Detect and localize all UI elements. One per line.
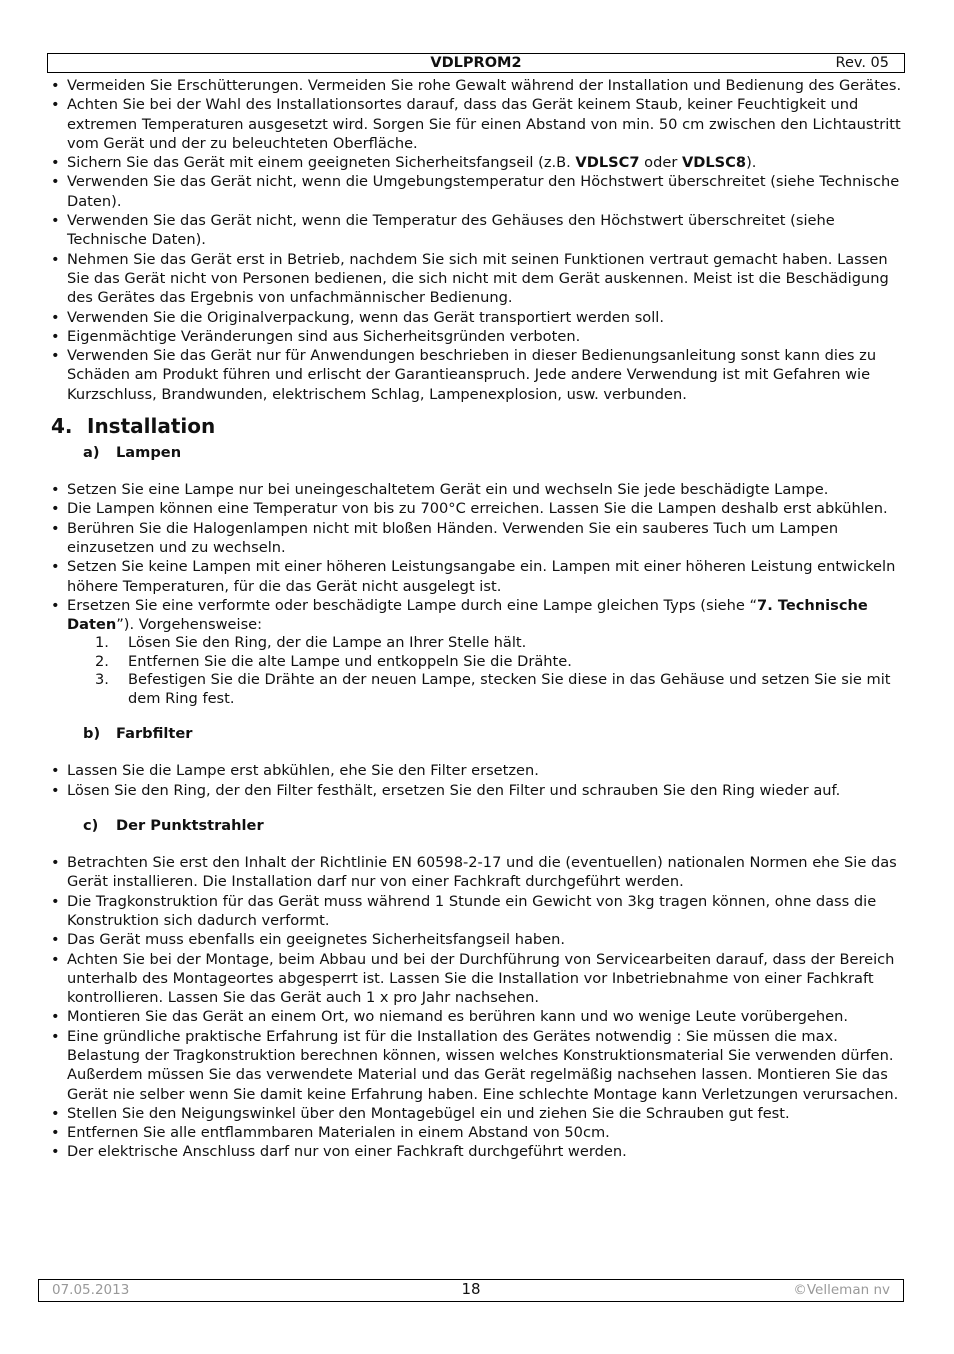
list-item: [47, 596, 907, 635]
subsection-label: c): [83, 817, 99, 835]
subsection-title: Lampen: [116, 444, 182, 462]
page-content: [47, 76, 907, 1162]
text: ).: [746, 154, 757, 172]
list-item: • Die Lampen können eine Temperatur von bis zu 700°C erreichen. Lassen Sie die Lampen deshalb erst abkühlen.: [47, 499, 907, 518]
reference: 7. Technische Daten: [67, 596, 868, 634]
list-item: • Verwenden Sie die Originalverpackung, wenn das Gerät transportiert werden soll.: [47, 308, 907, 327]
step-item: [47, 671, 907, 708]
safety-list: [47, 76, 907, 404]
product-code: VDLSC8: [681, 154, 747, 172]
text: oder: [639, 154, 682, 172]
page-footer: [38, 1279, 904, 1302]
model-name: VDLPROM2: [430, 55, 522, 71]
list-item: • Entfernen Sie alle entflammbaren Materialen in einem Abstand von 50cm.: [47, 1123, 907, 1142]
document-date: 07.05.2013: [52, 1282, 130, 1298]
subsection-label: a): [83, 444, 100, 462]
step-text: Befestigen Sie die Drähte an der neuen Lampe, stecken Sie diese in das Gehäuse und setzen Sie sie mit dem Ring fest.: [128, 671, 891, 707]
list-item: • Verwenden Sie das Gerät nicht, wenn die Temperatur des Gehäuses den Höchstwert überschreitet (siehe Technische Daten).: [47, 211, 907, 250]
farbfilter-list: [47, 761, 907, 800]
step-item: [47, 634, 907, 653]
list-item: • Eine gründliche praktische Erfahrung ist für die Installation des Gerätes notwendig : Sie müssen die max. Belastung der Tragkonstruktion berechnen können, wissen welches Konstruktionsmaterial Sie verwenden dürfen. Außerdem müssen Sie das verwendete Material und das Gerät regelmäßig nachsehen lassen. Montieren Sie das Gerät nie selber wenn Sie damit keine Erfahrung haben. Eine schlechte Montage kann Verletzungen verursachen.: [47, 1027, 907, 1104]
subsection-heading-lampen: [83, 443, 907, 462]
list-item: • Berühren Sie die Halogenlampen nicht mit bloßen Händen. Verwenden Sie ein sauberes Tuch um Lampen einzusetzen und zu wechseln.: [47, 519, 907, 558]
step-number: 2.: [95, 652, 109, 670]
list-item: • Eigenmächtige Veränderungen sind aus Sicherheitsgründen verboten.: [47, 327, 907, 346]
section-number: 4.: [51, 414, 73, 439]
text: ”). Vorgehensweise:: [116, 616, 263, 634]
step-number: 1.: [95, 634, 109, 652]
step-number: 3.: [95, 671, 109, 689]
section-heading: [51, 413, 907, 439]
list-item: • Setzen Sie keine Lampen mit einer höheren Leistungsangabe ein. Lampen mit einer höheren Leistung entwickeln höhere Temperaturen, für die das Gerät nicht ausgelegt ist.: [47, 557, 907, 596]
list-item: • Setzen Sie eine Lampe nur bei uneingeschaltetem Gerät ein und wechseln Sie jede beschädigte Lampe.: [47, 480, 907, 499]
list-item: • Montieren Sie das Gerät an einem Ort, wo niemand es berühren kann und wo wenige Leute vorübergehen.: [47, 1007, 907, 1026]
list-item: • Das Gerät muss ebenfalls ein geeignetes Sicherheitsfangseil haben.: [47, 930, 907, 949]
step-text: Lösen Sie den Ring, der die Lampe an Ihrer Stelle hält.: [128, 634, 527, 652]
revision: Rev. 05: [835, 55, 889, 71]
list-item: • Lösen Sie den Ring, der den Filter festhält, ersetzen Sie den Filter und schrauben Sie den Ring wieder auf.: [47, 781, 907, 800]
subsection-title: Der Punktstrahler: [116, 817, 264, 835]
list-item: [47, 153, 907, 172]
replacement-steps: [47, 634, 907, 708]
lampen-list: [47, 480, 907, 634]
text: Ersetzen Sie eine verformte oder beschädigte Lampe durch eine Lampe gleichen Typs (siehe “: [67, 596, 758, 614]
subsection-title: Farbfilter: [116, 725, 193, 743]
subsection-heading-punktstrahler: [83, 816, 907, 835]
subsection-label: b): [83, 725, 101, 743]
punktstrahler-list: [47, 853, 907, 1162]
page-header: [47, 53, 905, 73]
list-item: • Nehmen Sie das Gerät erst in Betrieb, nachdem Sie sich mit seinen Funktionen vertraut gemacht haben. Lassen Sie das Gerät nicht von Personen bedienen, die sich nicht mit dem Gerät auskennen. Meist ist die Beschädigung des Gerätes das Ergebnis von unfachmännischer Bedienung.: [47, 250, 907, 308]
list-item: • Lassen Sie die Lampe erst abkühlen, ehe Sie den Filter ersetzen.: [47, 761, 907, 780]
subsection-heading-farbfilter: [83, 724, 907, 743]
text: Sichern Sie das Gerät mit einem geeigneten Sicherheitsfangseil (z.B.: [67, 154, 576, 172]
list-item: • Vermeiden Sie Erschütterungen. Vermeiden Sie rohe Gewalt während der Installation und Bedienung des Gerätes.: [47, 76, 907, 95]
list-item: • Die Tragkonstruktion für das Gerät muss während 1 Stunde ein Gewicht von 3kg tragen können, ohne dass die Konstruktion sich dadurch verformt.: [47, 892, 907, 931]
list-item: • Achten Sie bei der Montage, beim Abbau und bei der Durchführung von Servicearbeiten darauf, dass der Bereich unterhalb des Montageortes abgesperrt ist. Lassen Sie die Installation vor Inbetriebnahme von einer Fachkraft kontrollieren. Lassen Sie das Gerät auch 1 x pro Jahr nachsehen.: [47, 950, 907, 1008]
list-item: • Verwenden Sie das Gerät nur für Anwendungen beschrieben in dieser Bedienungsanleitung sonst kann dies zu Schäden am Produkt führen und erlischt der Garantieanspruch. Jede andere Verwendung ist mit Gefahren wie Kurzschluss, Brandwunden, elektrischem Schlag, Lampenexplosion, usw. verbunden.: [47, 346, 907, 404]
list-item: • Betrachten Sie erst den Inhalt der Richtlinie EN 60598-2-17 und die (eventuellen) nationalen Normen ehe Sie das Gerät installieren. Die Installation darf nur von einer Fachkraft durchgeführt werden.: [47, 853, 907, 892]
step-text: Entfernen Sie die alte Lampe und entkoppeln Sie die Drähte.: [128, 652, 572, 670]
product-code: VDLSC7: [575, 154, 640, 172]
section-title: Installation: [87, 414, 216, 439]
step-item: [47, 653, 907, 672]
copyright: ©Velleman nv: [793, 1282, 890, 1298]
list-item: • Verwenden Sie das Gerät nicht, wenn die Umgebungstemperatur den Höchstwert überschreitet (siehe Technische Daten).: [47, 172, 907, 211]
list-item: • Der elektrische Anschluss darf nur von einer Fachkraft durchgeführt werden.: [47, 1142, 907, 1161]
list-item: • Achten Sie bei der Wahl des Installationsortes darauf, dass das Gerät keinem Staub, keiner Feuchtigkeit und extremen Temperaturen ausgesetzt wird. Sorgen Sie für einen Abstand von min. 50 cm zwischen den Lichtaustritt vom Gerät und der zu beleuchteten Oberfläche.: [47, 95, 907, 153]
page-number: 18: [461, 1280, 481, 1298]
list-item: • Stellen Sie den Neigungswinkel über den Montagebügel ein und ziehen Sie die Schrauben gut fest.: [47, 1104, 907, 1123]
